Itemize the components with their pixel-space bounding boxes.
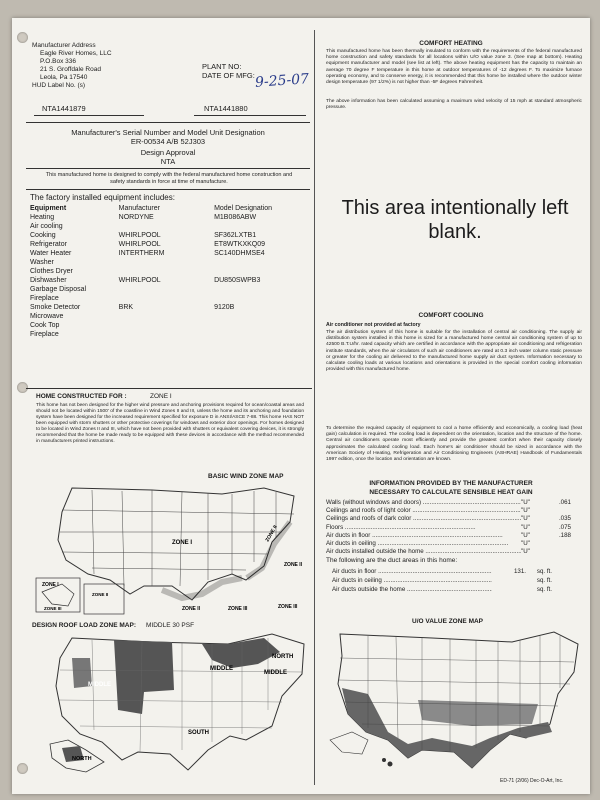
punch-hole <box>17 32 28 43</box>
manufacturer-line: Leola, Pa 17540 <box>40 74 88 81</box>
duct-row <box>326 576 576 585</box>
equipment-row <box>30 294 314 303</box>
equipment-manufacturer <box>103 294 204 303</box>
blank-area-note: This area intentionally left blank. <box>341 197 569 243</box>
map-label: ZONE I <box>42 582 59 588</box>
map-label: MIDDLE <box>210 666 233 672</box>
home-constructed-label: HOME CONSTRUCTED FOR : <box>36 393 127 400</box>
equipment-model: 9120B <box>214 304 235 311</box>
map-label: SOUTH <box>188 730 209 736</box>
comfort-cooling-subtitle: Air conditioner not provided at factory <box>326 322 421 328</box>
heat-gain-row <box>326 499 576 507</box>
equipment-model: DU850SWPB3 <box>214 277 261 284</box>
equipment-title: The factory installed equipment includes: <box>30 193 175 202</box>
equipment-name: Cook Top <box>30 322 60 329</box>
equipment-name: Cooking <box>30 232 56 239</box>
map-label: ZONE II <box>182 606 201 612</box>
section-rule <box>26 189 310 190</box>
duct-area <box>492 576 526 585</box>
equipment-model <box>204 321 314 330</box>
underline <box>34 115 144 116</box>
equipment-row <box>30 321 314 330</box>
compliance-text: This manufactured home is designed to comply with the federal manufactured home construction and safety standards in force at time of manufacture. <box>45 172 293 185</box>
section-rule <box>26 388 312 389</box>
map-label: ZONE I <box>172 540 193 546</box>
equipment-model <box>204 285 314 294</box>
map-label: ZONE III <box>228 606 248 612</box>
equipment-model <box>204 258 314 267</box>
map-label: ZONE II <box>284 562 303 568</box>
duct-unit: sq. ft. <box>536 568 552 575</box>
heat-gain-row <box>326 548 576 556</box>
heat-gain-subtitle: NECESSARY TO CALCULATE SENSIBLE HEAT GAIN <box>369 489 533 496</box>
heat-gain-item: Air ducts in floor ..... <box>326 532 521 540</box>
equipment-row <box>30 303 314 312</box>
design-approval-label: Design Approval <box>140 148 196 157</box>
u-label: "U" <box>521 515 530 523</box>
plant-number-label: PLANT NO: <box>202 62 242 71</box>
u-label: "U" <box>521 531 530 539</box>
equipment-table <box>30 204 314 339</box>
heat-gain-item: Air ducts in ceiling ..... <box>326 540 521 548</box>
u-value: .188 <box>558 531 571 539</box>
equipment-name: Clothes Dryer <box>30 268 73 275</box>
section-rule <box>26 168 310 169</box>
column-divider <box>314 30 315 785</box>
equipment-name: Smoke Detector <box>30 304 81 311</box>
manufacturer-line: 21 S. Groffdale Road <box>40 66 101 73</box>
duct-row <box>326 585 576 594</box>
equipment-manufacturer <box>103 258 204 267</box>
hawaii-inset <box>84 584 124 614</box>
underline <box>194 115 306 116</box>
equipment-name: Heating <box>30 214 55 221</box>
u-value: .035 <box>558 515 571 523</box>
u-label: "U" <box>521 499 530 506</box>
hud-label-number: NTA1441879 <box>42 104 86 113</box>
equipment-name: Microwave <box>30 313 64 320</box>
map-label: ZONE II <box>92 592 109 597</box>
duct-unit: sq. ft. <box>536 577 552 584</box>
equipment-name: Water Heater <box>30 250 72 257</box>
equipment-model <box>204 312 314 321</box>
equipment-name: Refrigerator <box>30 241 67 248</box>
comfort-cooling-title: COMFORT COOLING <box>418 312 484 319</box>
equipment-manufacturer <box>103 312 204 321</box>
duct-location: Air ducts outside the home ..... <box>332 585 492 594</box>
wind-zone-notice: This home has not been designed for the higher wind pressure and anchoring provisions required for ocean/coastal areas and should not be located within 1500' of the coastline in Wind Zones II and III, unless the home and its anchoring and foundation system have been designed for the increased requirement specified for exposure D in ANSI/ASCE 7-88. This home HAS NOT been equipped with storm shutters or other protective coverings for windows and exterior door openings. For homes designed to be located in Wind Zones II and III, which have not been provided with shutters or equivalent covering devices, it is strongly recommended that the home be made ready to be equipped with these devices in accordance with the method recommended in manufacturers printed instructions. <box>36 403 304 444</box>
equipment-row <box>30 312 314 321</box>
duct-unit: sq. ft. <box>536 586 552 593</box>
u-value <box>541 548 571 556</box>
equipment-row <box>30 258 314 267</box>
map-label: NORTH <box>72 756 92 762</box>
equipment-manufacturer <box>103 321 204 330</box>
hud-label: HUD Label No. (s) <box>32 82 86 89</box>
hawaii-dot <box>382 758 386 762</box>
roof-map-selected: MIDDLE 30 PSF <box>146 622 195 629</box>
heat-gain-item: Air ducts installed outside the home ..... <box>326 548 521 556</box>
comfort-cooling-text: The air distribution system of this home is suitable for the installation of central air conditioning. The supply air distribution system installed in this home is sized for a manufactured home central air conditioning system of up to 42500 B.T.U/hr. rated capacity which are certified in accordance with the appropriate air conditioning and refrigeration institute standards, when the air circulators of such air conditioners are rated at 0.3 inch water column static pressure or greater for the cooling air delivered to the manufactured home supply air duct system. Information necessary to calculate cooling loads at various locations and orientations is provided in the special comfort cooling information provided with this manufactured home. <box>326 330 582 373</box>
alaska-shape <box>330 732 368 754</box>
manufacturer-line: P.O.Box 336 <box>40 58 77 65</box>
column-header: Equipment <box>30 205 67 212</box>
heat-gain-item: Floors ..... <box>326 524 521 532</box>
equipment-name: Garbage Disposal <box>30 286 87 293</box>
equipment-model: ET8WTKXKQ09 <box>214 241 266 248</box>
serial-label: Manufacturer's Serial Number and Model Unit Designation <box>71 128 265 137</box>
duct-area: 131. <box>513 568 526 575</box>
equipment-row <box>30 267 314 276</box>
equipment-model <box>204 294 314 303</box>
duct-areas-table <box>326 567 576 594</box>
equipment-manufacturer <box>103 222 204 231</box>
equipment-header-row <box>30 204 314 213</box>
equipment-row <box>30 330 314 339</box>
equipment-name: Air cooling <box>30 223 63 230</box>
uo-value-zone-map <box>322 628 584 778</box>
equipment-model <box>204 330 314 339</box>
wind-map-title: BASIC WIND ZONE MAP <box>208 473 284 480</box>
comfort-heating-text: This manufactured home has been thermally insulated to conform with the requirements of the federal manufactured home construction and safety standards for all locations within U/O value zone 3. (See map at bottom). Heating equipment manufacturer and model (see list at left). The above heating equipment has the capacity to maintain an average 70 degree F temperature in this home at outdoor temperatures of -12 degrees F. To maximize furnace operating economy, and to conserve energy, it is recommended that this home be installed where the outdoor winter design temperature (97 1/2%) is not higher than -5F degrees Fahrenheit. <box>326 49 582 86</box>
map-label: ZONE III <box>44 606 62 611</box>
equipment-row <box>30 240 314 249</box>
heat-gain-row <box>326 532 576 540</box>
equipment-manufacturer: NORDYNE <box>118 214 154 221</box>
u-value <box>541 507 571 515</box>
equipment-name: Fireplace <box>30 295 59 302</box>
heat-gain-row <box>326 524 576 532</box>
u-value: .075 <box>558 523 571 531</box>
manufacturer-label: Manufacturer Address <box>32 42 96 49</box>
home-constructed-zone: ZONE I <box>150 393 172 400</box>
cooling-load-text: To determine the required capacity of equipment to cool a home efficiently and economically, a cooling load (heat gain) calculation is required. The cooling load is dependent on the orientation, location and the structure of the home. Central air conditioners operate most efficiently and provide the greatest comfort when their capacity closely approximates the calculated cooling load. Each home's air conditioner should be sized in accordance with the American Society of Heating, Refrigeration and Air Conditioning Engineers (ASHRAE) Handbook of Fundamentals 1997 edition, once the location and orientation are known. <box>326 426 582 463</box>
serial-value: ER-00534 A/B 52J303 <box>130 137 206 146</box>
equipment-row <box>30 285 314 294</box>
u-label: "U" <box>521 523 530 531</box>
equipment-model: M1B086ABW <box>214 214 257 221</box>
equipment-manufacturer <box>103 285 204 294</box>
equipment-model: SF362LXTB1 <box>214 232 257 239</box>
heat-gain-item: Walls (without windows and doors) ..... <box>326 499 521 507</box>
u-value <box>541 540 571 548</box>
map-label: ZONE III <box>278 604 298 610</box>
equipment-manufacturer: WHIRLPOOL <box>118 277 161 284</box>
equipment-row <box>30 249 314 258</box>
equipment-manufacturer: WHIRLPOOL <box>118 241 161 248</box>
comfort-heating-note: The above information has been calculated assuming a maximum wind velocity of 15 mph at standard atmospheric pressure. <box>326 99 582 111</box>
heat-gain-title: INFORMATION PROVIDED BY THE MANUFACTURER <box>369 480 533 487</box>
hud-label-number: NTA1441880 <box>204 104 248 113</box>
duct-location: Air ducts in floor ..... <box>332 567 492 576</box>
column-header: Model Designation <box>214 205 273 212</box>
map-label: MIDDLE <box>88 682 111 688</box>
column-header: Manufacturer <box>118 205 160 212</box>
heat-gain-item: Ceilings and roofs of light color ..... <box>326 507 521 515</box>
u-label: "U" <box>521 548 530 556</box>
uo-map-title: U/O VALUE ZONE MAP <box>412 618 484 625</box>
map-label: NORTH <box>272 654 294 660</box>
map-label: MIDDLE <box>264 670 287 676</box>
manufacturer-line: Eagle River Homes, LLC <box>40 50 112 57</box>
duct-row <box>326 567 576 576</box>
heat-gain-item: Ceilings and roofs of dark color ..... <box>326 515 521 523</box>
u-label: "U" <box>521 507 530 515</box>
duct-location: Air ducts in ceiling ..... <box>332 576 492 585</box>
roof-map-title: DESIGN ROOF LOAD ZONE MAP: <box>32 622 136 629</box>
date-of-mfg-label: DATE OF MFG: <box>202 71 255 80</box>
equipment-model: SC140DHMSE4 <box>214 250 265 257</box>
heat-gain-row <box>326 540 576 548</box>
equipment-manufacturer <box>103 267 204 276</box>
hawaii-dot <box>388 762 393 767</box>
form-footer: ED-71 (2/06) Dec-O-Art, Inc. <box>500 778 564 784</box>
equipment-name: Washer <box>30 259 54 266</box>
duct-areas-title: The following are the duct areas in this home: <box>326 557 458 564</box>
equipment-row <box>30 213 314 222</box>
roof-load-zone-map <box>32 630 312 785</box>
equipment-row <box>30 231 314 240</box>
punch-hole <box>17 763 28 774</box>
comfort-heating-title: COMFORT HEATING <box>419 40 483 47</box>
design-approval-value: NTA <box>160 157 176 166</box>
duct-area <box>492 585 526 594</box>
equipment-model <box>204 267 314 276</box>
section-rule <box>26 122 310 123</box>
equipment-manufacturer: BRK <box>118 304 134 311</box>
equipment-manufacturer <box>103 330 204 339</box>
u-label: "U" <box>521 540 530 548</box>
equipment-manufacturer: WHIRLPOOL <box>118 232 161 239</box>
manufacturer-address <box>32 42 142 90</box>
date-of-mfg-value: 9-25-07 <box>254 71 310 91</box>
heat-gain-row <box>326 515 576 523</box>
equipment-manufacturer: INTERTHERM <box>118 250 165 257</box>
heat-gain-table <box>326 499 576 556</box>
equipment-name: Fireplace <box>30 331 59 338</box>
map-label: ZONE II <box>264 524 279 543</box>
equipment-model <box>204 222 314 231</box>
wind-zone-map <box>32 482 312 622</box>
u-value: .061 <box>558 499 571 506</box>
data-plate-sheet <box>12 18 590 794</box>
equipment-row <box>30 276 314 285</box>
equipment-row <box>30 222 314 231</box>
heat-gain-row <box>326 507 576 515</box>
equipment-name: Dishwasher <box>30 277 67 284</box>
